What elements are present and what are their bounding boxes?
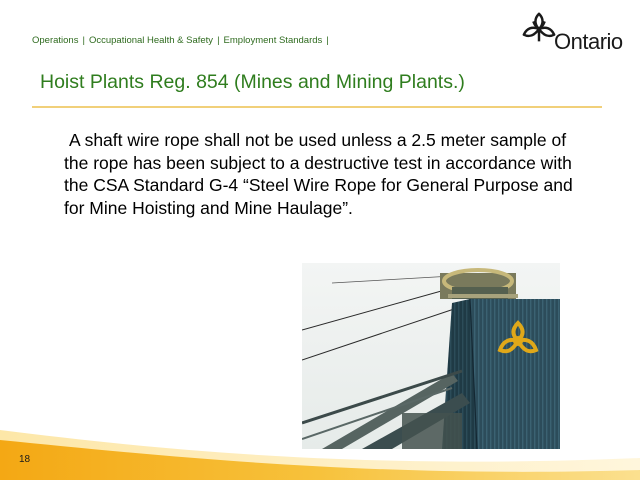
page-number: 18	[19, 454, 31, 465]
brand-wordmark: Ontario	[554, 29, 623, 54]
nav-item-ohs[interactable]: Occupational Health & Safety	[88, 35, 214, 46]
nav-separator: |	[82, 35, 85, 46]
footer-swoosh	[0, 400, 640, 480]
nav-separator: |	[217, 35, 220, 46]
header-nav	[32, 35, 333, 46]
slide-title: Hoist Plants Reg. 854 (Mines and Mining Plants.)	[40, 71, 465, 93]
title-divider	[32, 106, 602, 108]
nav-item-employment-standards[interactable]: Employment Standards	[223, 35, 323, 46]
nav-separator: |	[326, 35, 329, 46]
ontario-logo	[520, 10, 630, 56]
slide-body-text: A shaft wire rope shall not be used unless a 2.5 meter sample of the rope has been subject to a destructive test in accordance with the CSA Standard G-4 “Steel Wire Rope for General Purpose and for Mine Hoisting and Mine Haulage”.	[64, 130, 573, 218]
trillium-icon	[520, 10, 558, 48]
nav-item-operations[interactable]: Operations	[32, 35, 79, 46]
